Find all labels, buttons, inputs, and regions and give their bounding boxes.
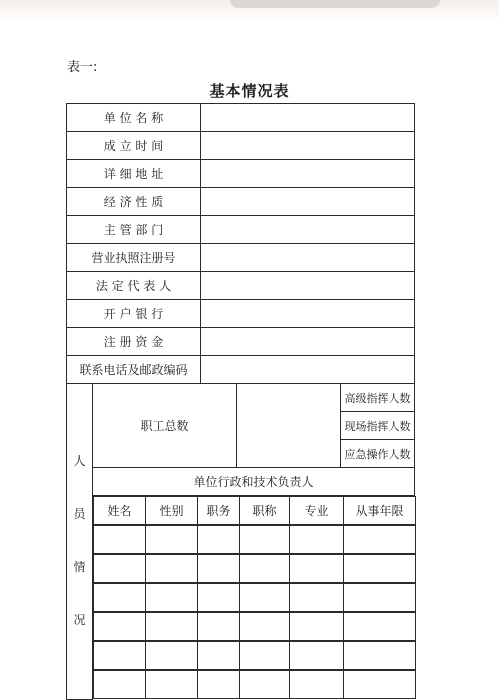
field-value-license-no[interactable] [201,244,415,272]
field-label-license-no: 营业执照注册号 [67,244,201,272]
side-char: 情 [73,560,86,575]
cell[interactable] [240,671,290,699]
field-label-address: 详 细 地 址 [67,160,201,188]
field-value-bank[interactable] [201,300,415,328]
leaders-heading: 单位行政和技术负责人 [93,468,415,496]
field-label-unit-name: 单 位 名 称 [67,104,201,132]
field-value-economic-type[interactable] [201,188,415,216]
form-row [67,188,415,216]
cell[interactable] [240,555,290,583]
form-row [67,216,415,244]
cell[interactable] [290,584,344,612]
form-row [67,356,415,384]
cell[interactable] [198,613,240,641]
cell[interactable] [198,555,240,583]
cell[interactable] [146,526,198,554]
total-staff-value[interactable] [237,384,341,468]
field-value-established[interactable] [201,132,415,160]
field-value-capital[interactable] [201,328,415,356]
field-label-capital: 注 册 资 金 [67,328,201,356]
side-char: 况 [73,613,86,628]
field-value-unit-name[interactable] [201,104,415,132]
cell[interactable] [94,642,146,670]
field-label-supervisor: 主 管 部 门 [67,216,201,244]
cell[interactable] [344,642,416,670]
cell[interactable] [146,555,198,583]
cell[interactable] [198,584,240,612]
cell[interactable] [146,613,198,641]
staff-row [67,384,415,412]
cell[interactable] [344,526,416,554]
cell[interactable] [146,642,198,670]
column-header-gender: 性别 [146,497,198,525]
column-header-years: 从事年限 [344,497,416,525]
cell[interactable] [290,671,344,699]
cell[interactable] [94,671,146,699]
form-row [67,300,415,328]
cell[interactable] [94,526,146,554]
column-header-major: 专业 [290,497,344,525]
form-row [67,132,415,160]
cell[interactable] [344,555,416,583]
field-value-supervisor[interactable] [201,216,415,244]
form-row [67,104,415,132]
cell[interactable] [240,613,290,641]
cell[interactable] [146,671,198,699]
personnel-side-label [67,384,93,700]
form-row [67,160,415,188]
leader-row [67,554,415,583]
cell[interactable] [94,555,146,583]
field-commanders-label: 现场指挥人数 [341,412,415,440]
leader-row [67,583,415,612]
column-header-title: 职称 [240,497,290,525]
field-label-contact: 联系电话及邮政编码 [67,356,201,384]
leaders-header-row [67,496,415,526]
cell[interactable] [240,526,290,554]
scan-shadow [230,0,440,8]
leader-row [67,641,415,670]
cell[interactable] [198,526,240,554]
cell[interactable] [290,613,344,641]
field-label-economic-type: 经 济 性 质 [67,188,201,216]
leader-row [67,525,415,554]
emergency-operators-label: 应急操作人数 [341,440,415,468]
field-label-legal-rep: 法 定 代 表 人 [67,272,201,300]
field-value-address[interactable] [201,160,415,188]
cell[interactable] [198,671,240,699]
field-value-legal-rep[interactable] [201,272,415,300]
form-row [67,328,415,356]
side-char: 员 [73,507,86,522]
side-char: 人 [73,454,86,469]
field-value-contact[interactable] [201,356,415,384]
column-header-position: 职务 [198,497,240,525]
leaders-heading-row [67,468,415,496]
cell[interactable] [240,584,290,612]
total-staff-label: 职工总数 [93,384,237,468]
cell[interactable] [290,526,344,554]
column-header-name: 姓名 [94,497,146,525]
form-row [67,244,415,272]
field-label-bank: 开 户 银 行 [67,300,201,328]
leader-row [67,670,415,699]
senior-commanders-label: 高级指挥人数 [341,384,415,412]
cell[interactable] [94,613,146,641]
table-number-label: 表一: [67,60,98,75]
cell[interactable] [344,584,416,612]
document-title: 基本情况表 [209,82,290,100]
cell[interactable] [94,584,146,612]
cell[interactable] [240,642,290,670]
cell[interactable] [290,642,344,670]
cell[interactable] [344,671,416,699]
basic-info-form [66,103,415,700]
leader-row [67,612,415,641]
field-label-established: 成 立 时 间 [67,132,201,160]
cell[interactable] [198,642,240,670]
cell[interactable] [290,555,344,583]
form-row [67,272,415,300]
cell[interactable] [344,613,416,641]
cell[interactable] [146,584,198,612]
